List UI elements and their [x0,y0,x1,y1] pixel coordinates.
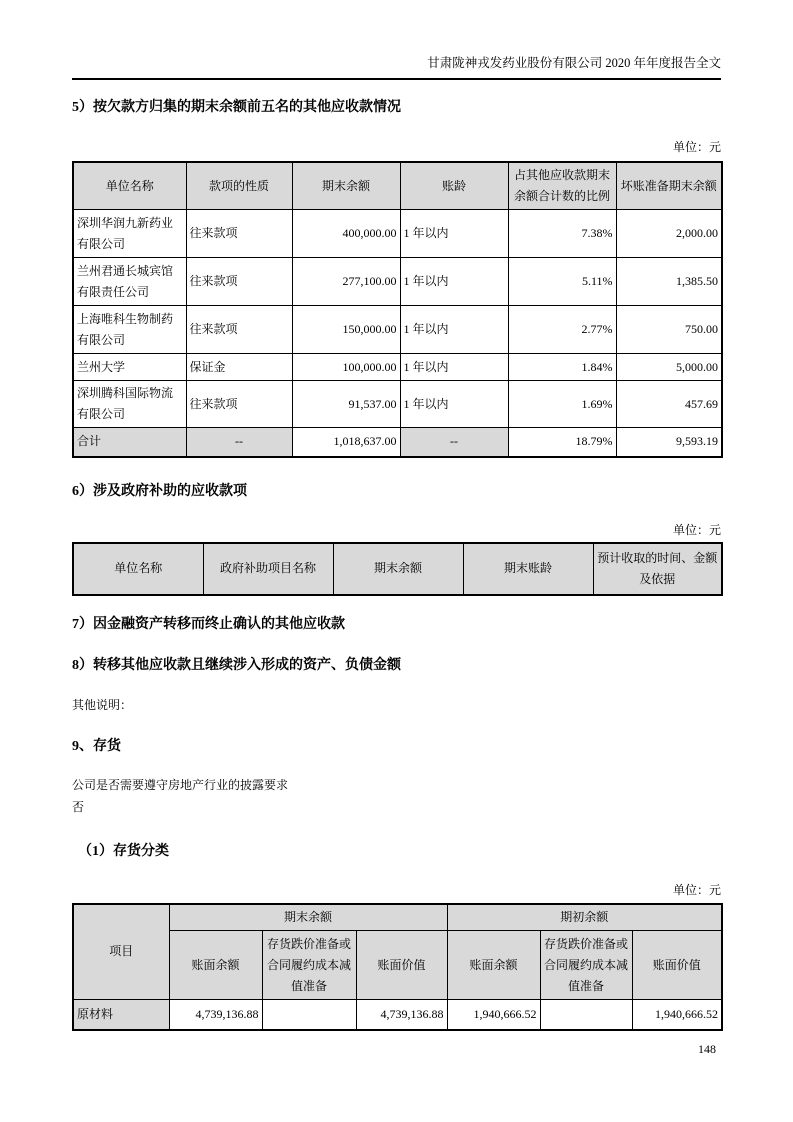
column-header: 账面价值 [356,931,447,1000]
inventory-classification-title: （1）存货分类 [78,843,169,859]
nature-cell: 往来款项 [186,381,292,428]
table-subheader-row [73,931,722,1000]
nature-cell: 往来款项 [186,306,292,354]
balance-cell: 91,537.00 [292,381,400,428]
column-header: 账面余额 [169,931,262,1000]
ratio-cell: 18.79% [508,428,616,457]
balance-cell: 400,000.00 [292,210,400,258]
column-header: 期末余额 [333,543,463,595]
page-number: 148 [698,1042,716,1056]
column-header: 账面余额 [447,931,540,1000]
ratio-cell: 1.69% [508,381,616,428]
book-value-cell: 4,739,136.88 [356,1000,447,1030]
unit-label-3: 单位：元 [672,882,721,897]
provision-cell: 2,000.00 [616,210,722,258]
closing-balance-group-header: 期末余额 [169,904,447,931]
aging-cell: 1 年以内 [400,210,508,258]
provision-cell: 457.69 [616,381,722,428]
provision-cell: 750.00 [616,306,722,354]
aging-cell: -- [400,428,508,457]
top5-other-receivables-table [72,161,723,458]
column-header: 期末账龄 [463,543,593,595]
nature-cell: 保证金 [186,354,292,381]
book-value-cell: 1,940,666.52 [632,1000,722,1030]
table-row [73,306,722,354]
aging-cell: 1 年以内 [400,306,508,354]
company-name-cell: 上海唯科生物制药有限公司 [73,306,186,354]
column-header: 存货跌价准备或合同履约成本减值准备 [262,931,356,1000]
provision-cell: 9,593.19 [616,428,722,457]
column-header: 款项的性质 [186,162,292,210]
inventory-classification-table [72,903,723,1031]
company-name-cell: 深圳华润九新药业有限公司 [73,210,186,258]
opening-balance-group-header: 期初余额 [447,904,722,931]
nature-cell: 往来款项 [186,258,292,306]
book-balance-cell: 1,940,666.52 [447,1000,540,1030]
table-header-row [73,162,722,210]
section6-title: 6）涉及政府补助的应收款项 [72,483,247,499]
book-balance-cell: 4,739,136.88 [169,1000,262,1030]
section7-title: 7）因金融资产转移而终止确认的其他应收款 [72,616,345,632]
balance-cell: 100,000.00 [292,354,400,381]
real-estate-disclosure-question: 公司是否需要遵守房地产行业的披露要求 [72,777,289,792]
section5-title: 5）按欠款方归集的期末余额前五名的其他应收款情况 [72,100,401,115]
column-header: 政府补助项目名称 [203,543,333,595]
nature-cell: -- [186,428,292,457]
table-group-header-row [73,904,722,931]
table-header-row [73,543,722,595]
real-estate-disclosure-answer: 否 [72,799,85,814]
column-header: 期末余额 [292,162,400,210]
balance-cell: 150,000.00 [292,306,400,354]
document-header [72,0,721,80]
government-subsidy-receivables-table [72,542,723,596]
company-name-cell: 兰州君通长城宾馆有限责任公司 [73,258,186,306]
impairment-cell [262,1000,356,1030]
impairment-cell [540,1000,632,1030]
unit-label-1: 单位：元 [672,140,721,154]
unit-label-2: 单位：元 [672,522,721,537]
table-row [73,210,722,258]
ratio-cell: 5.11% [508,258,616,306]
aging-cell: 1 年以内 [400,258,508,306]
other-note-label: 其他说明： [72,697,133,712]
column-header: 占其他应收款期末余额合计数的比例 [508,162,616,210]
column-header: 预计收取的时间、金额及依据 [593,543,722,595]
page-content [72,0,721,1056]
provision-cell: 5,000.00 [616,354,722,381]
column-header: 单位名称 [73,543,203,595]
table-row [73,354,722,381]
item-cell: 原材料 [73,1000,169,1030]
nature-cell: 往来款项 [186,210,292,258]
company-name-cell: 兰州大学 [73,354,186,381]
column-header: 账龄 [400,162,508,210]
balance-cell: 277,100.00 [292,258,400,306]
section8-title: 8）转移其他应收款且继续涉入形成的资产、负债金额 [72,657,401,673]
column-header: 存货跌价准备或合同履约成本减值准备 [540,931,632,1000]
provision-cell: 1,385.50 [616,258,722,306]
total-label-cell: 合计 [73,428,186,457]
aging-cell: 1 年以内 [400,381,508,428]
balance-cell: 1,018,637.00 [292,428,400,457]
item-column-header: 项目 [73,904,169,1000]
ratio-cell: 2.77% [508,306,616,354]
table-row [73,381,722,428]
section9-title: 9、存货 [72,738,121,754]
ratio-cell: 1.84% [508,354,616,381]
company-name-cell: 深圳腾科国际物流有限公司 [73,381,186,428]
table-row [73,258,722,306]
ratio-cell: 7.38% [508,210,616,258]
document-header-title: 甘肃陇神戎发药业股份有限公司 2020 年年度报告全文 [427,56,721,70]
column-header: 单位名称 [73,162,186,210]
column-header: 账面价值 [632,931,722,1000]
table-total-row [73,428,722,457]
column-header: 坏账准备期末余额 [616,162,722,210]
table-row [73,1000,722,1030]
aging-cell: 1 年以内 [400,354,508,381]
